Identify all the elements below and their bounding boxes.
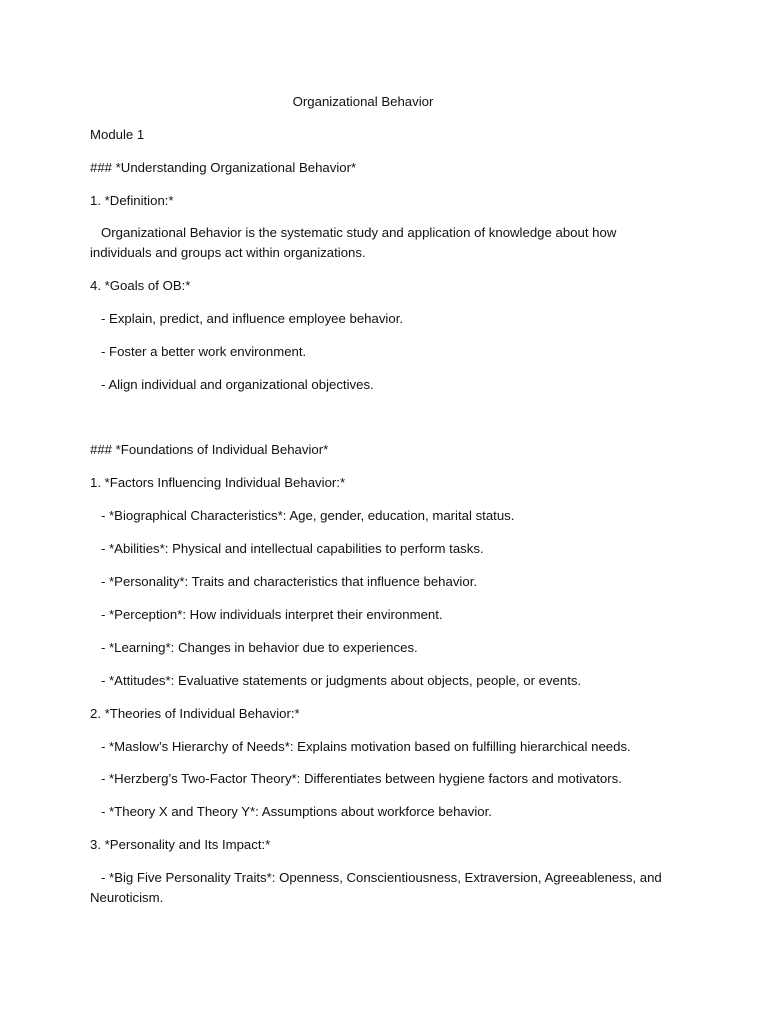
factors-label: 1. *Factors Influencing Individual Behavior:* [90,475,346,490]
goal-item: - Foster a better work environment. [90,344,307,359]
section-heading-understanding-ob: ### *Understanding Organizational Behavior* [90,160,357,175]
section-heading-individual-behavior: ### *Foundations of Individual Behavior* [90,442,329,457]
theory-item: - *Theory X and Theory Y*: Assumptions about workforce behavior. [90,804,492,819]
goals-label: 4. *Goals of OB:* [90,278,191,293]
factor-item: - *Attitudes*: Evaluative statements or judgments about objects, people, or events. [90,673,582,688]
theory-item: - *Herzberg’s Two-Factor Theory*: Differentiates between hygiene factors and motivators. [90,771,622,786]
definition-paragraph: Organizational Behavior is the systematic study and application of knowledge about how individuals and groups act within organizations. [90,225,621,260]
module-label: Module 1 [90,127,145,142]
theory-item: - *Maslow’s Hierarchy of Needs*: Explains motivation based on fulfilling hierarchical needs. [90,739,631,754]
personality-label: 3. *Personality and Its Impact:* [90,837,271,852]
factor-item: - *Biographical Characteristics*: Age, gender, education, marital status. [90,508,515,523]
definition-label: 1. *Definition:* [90,193,174,208]
theories-label: 2. *Theories of Individual Behavior:* [90,706,300,721]
factor-item: - *Personality*: Traits and characteristics that influence behavior. [90,574,478,589]
document-title: Organizational Behavior [292,94,434,109]
goal-item: - Align individual and organizational objectives. [90,377,374,392]
goal-item: - Explain, predict, and influence employee behavior. [90,311,404,326]
factor-item: - *Perception*: How individuals interpret their environment. [90,607,443,622]
factor-item: - *Learning*: Changes in behavior due to experiences. [90,640,418,655]
factor-item: - *Abilities*: Physical and intellectual capabilities to perform tasks. [90,541,484,556]
personality-item: - *Big Five Personality Traits*: Openness, Conscientiousness, Extraversion, Agreeableness, and Neuroticism. [90,870,666,905]
